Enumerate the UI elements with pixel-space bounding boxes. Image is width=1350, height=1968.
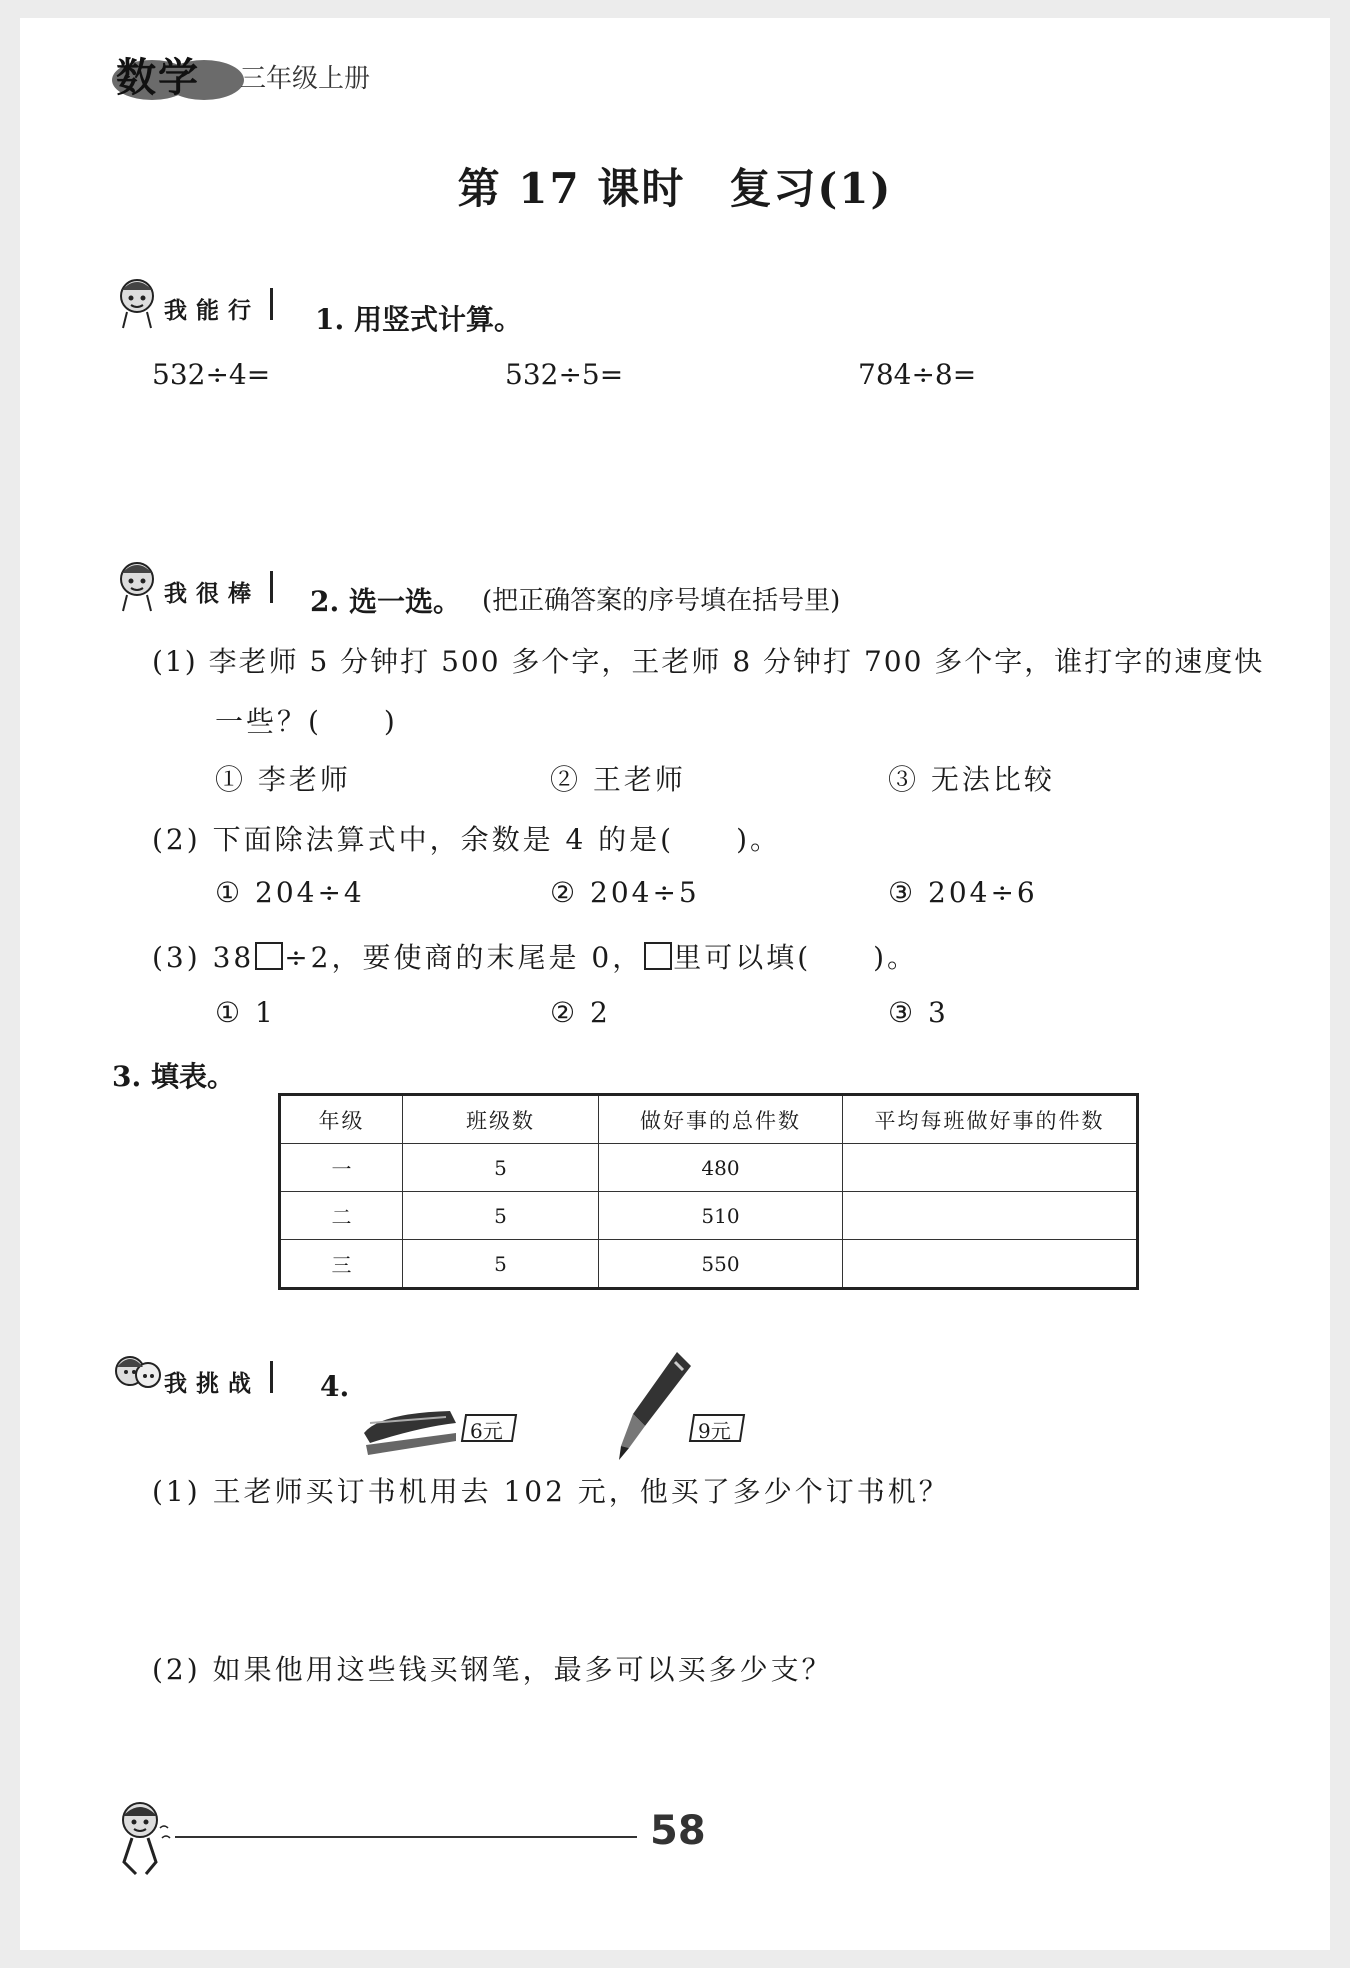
badge-label: 我很棒 — [164, 581, 260, 607]
q2-note: (把正确答案的序号填在括号里) — [482, 586, 841, 616]
q1-expr-3: 784÷8= — [858, 358, 977, 391]
table-header-row — [280, 1095, 1138, 1144]
digit-blank-box — [644, 942, 672, 970]
q2-3-option-2: ② 2 — [550, 996, 611, 1029]
table-cell: 二 — [280, 1192, 403, 1240]
cartoon-kid-icon — [112, 274, 162, 330]
cartoon-kids-icon — [112, 1347, 162, 1403]
q2-3-text-post2: 里可以填( )。 — [673, 941, 919, 974]
q2-1-option-2: ② 王老师 — [550, 763, 686, 796]
cartoon-kid-icon — [112, 557, 162, 613]
table-cell: 5 — [403, 1192, 599, 1240]
badge-divider — [270, 1361, 273, 1393]
answer-cell[interactable] — [843, 1192, 1138, 1240]
page-number: 58 — [650, 1808, 706, 1854]
q2-title: 2. 选一选。 — [310, 585, 461, 618]
digit-blank-box — [255, 942, 283, 970]
answer-cell[interactable] — [843, 1144, 1138, 1192]
pen-price-tag — [688, 1413, 748, 1443]
q2-2-option-1: ① 204÷4 — [215, 876, 365, 909]
badge-divider — [270, 288, 273, 320]
table-row — [280, 1240, 1138, 1289]
q1-expr-2: 532÷5= — [505, 358, 624, 391]
table-cell: 480 — [599, 1144, 843, 1192]
q2-3-text-post: ÷2，要使商的末尾是 0， — [284, 941, 644, 974]
table-header-cell: 班级数 — [403, 1095, 599, 1144]
workbook-page — [20, 18, 1330, 1950]
grade-label: 三年级上册 — [240, 64, 371, 94]
q2-3-text — [152, 936, 918, 976]
stapler-price-tag — [460, 1413, 520, 1443]
pen-price: 9元 — [698, 1419, 731, 1443]
stapler-price: 6元 — [470, 1419, 503, 1443]
q3-title: 3. 填表。 — [112, 1060, 235, 1093]
q2-3-option-1: ① 1 — [215, 996, 276, 1029]
q2-2-text: (2) 下面除法算式中，余数是 4 的是( )。 — [152, 823, 782, 856]
q2-1-line2: 一些？( ) — [215, 705, 398, 738]
q2-1-option-1: ① 李老师 — [215, 763, 351, 796]
q2-2-option-3: ③ 204÷6 — [888, 876, 1038, 909]
table-cell: 550 — [599, 1240, 843, 1289]
table-cell: 一 — [280, 1144, 403, 1192]
q2-1-line1: (1) 李老师 5 分钟打 500 多个字，王老师 8 分钟打 700 多个字，谁打字的速度快 — [152, 645, 1265, 678]
q1-title: 1. 用竖式计算。 — [315, 303, 522, 336]
q1-expr-1: 532÷4= — [152, 358, 271, 391]
badge-wotiaozhan — [112, 1353, 282, 1403]
q2-1-option-3: ③ 无法比较 — [888, 763, 1055, 796]
fountain-pen-icon — [615, 1348, 695, 1463]
q4-1-text: (1) 王老师买订书机用去 102 元，他买了多少个订书机？ — [152, 1475, 950, 1508]
q4-2-text: (2) 如果他用这些钱买钢笔，最多可以买多少支？ — [152, 1653, 833, 1686]
q4-title: 4. — [320, 1370, 350, 1403]
table-row — [280, 1144, 1138, 1192]
table-header-cell: 年级 — [280, 1095, 403, 1144]
table-header-cell: 做好事的总件数 — [599, 1095, 843, 1144]
lesson-title: 第 17 课时 复习(1) — [457, 164, 893, 213]
badge-wohenbang — [112, 563, 282, 613]
footer-cartoon-kid-icon — [110, 1798, 174, 1878]
table-cell: 5 — [403, 1144, 599, 1192]
badge-label: 我能行 — [164, 298, 260, 324]
fill-in-table — [278, 1093, 1139, 1290]
table-cell: 510 — [599, 1192, 843, 1240]
answer-cell[interactable] — [843, 1240, 1138, 1289]
stapler-icon — [360, 1393, 460, 1463]
subject-title: 数学 — [116, 55, 200, 101]
badge-divider — [270, 571, 273, 603]
q2-3-text-pre: (3) 38 — [152, 941, 255, 974]
table-row — [280, 1192, 1138, 1240]
badge-label: 我挑战 — [164, 1371, 260, 1397]
table-cell: 三 — [280, 1240, 403, 1289]
table-header-cell: 平均每班做好事的件数 — [843, 1095, 1138, 1144]
footer-rule — [175, 1836, 637, 1838]
q2-3-option-3: ③ 3 — [888, 996, 949, 1029]
badge-wonengxing — [112, 280, 282, 330]
q2-2-option-2: ② 204÷5 — [550, 876, 700, 909]
table-cell: 5 — [403, 1240, 599, 1289]
